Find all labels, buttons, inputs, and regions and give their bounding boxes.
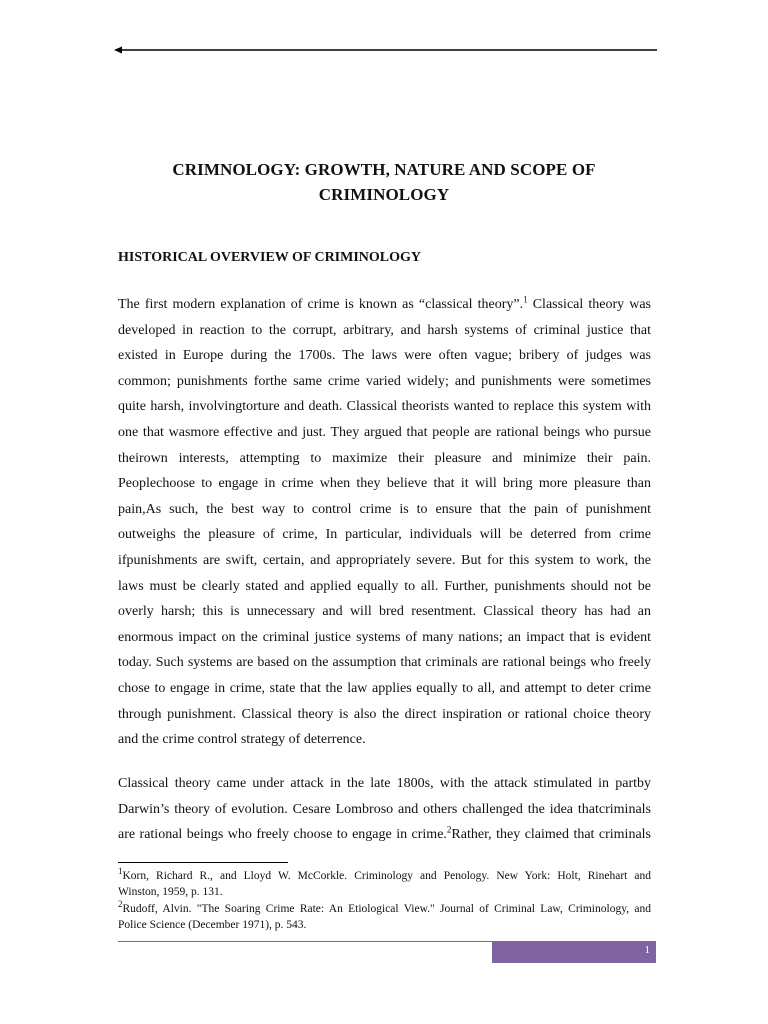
footnote-1 <box>118 868 651 900</box>
section-heading: HISTORICAL OVERVIEW OF CRIMINOLOGY <box>118 250 422 265</box>
text-line: existed in Europe during the 1700s. The laws were often vague; bribery of judges was <box>118 348 651 364</box>
text-run: are rational beings who freely choose to engage in crime. <box>118 827 447 843</box>
text-line: pain,As such, the best way to control crime is to ensure that the pain of punishment <box>118 501 651 517</box>
text-line: laws must be clearly stated and applied equally to all. Further, punishments should not be <box>118 578 651 594</box>
text-run: Rather, they claimed that criminals <box>451 827 652 843</box>
text-line <box>118 292 651 318</box>
footnote-number: 2 <box>118 899 123 910</box>
left-arrow-icon <box>114 45 657 55</box>
text-line: common; punishments forthe same crime varied widely; and punishments were sometimes <box>118 373 651 389</box>
text-line: chose to engage in crime, state that the law applies equally to all, and attempt to deter crime <box>118 680 651 696</box>
text-line: outweighs the pleasure of crime, In particular, individuals will be deterred from crime <box>118 527 651 543</box>
text-line: overly harsh; this is unnecessary and will bred resentment. Classical theory has had an <box>118 604 651 620</box>
text-line: ifpunishments are swift, certain, and appropriately severe. But for this system to work, the <box>118 552 651 568</box>
footnote-line <box>118 868 651 884</box>
text-line: Darwin’s theory of evolution. Cesare Lombroso and others challenged the idea thatcriminals <box>118 801 651 817</box>
footnote-separator <box>118 862 288 863</box>
title-line-2: CRIMINOLOGY <box>318 185 450 204</box>
text-line <box>118 822 651 848</box>
text-run: The first modern explanation of crime is known as “classical theory”. <box>118 297 524 312</box>
footnote-line: Police Science (December 1971), p. 543. <box>118 919 307 931</box>
text-run: Classical theory was <box>527 297 651 312</box>
text-line: Peoplechoose to engage in crime when they believe that it will bring more pleasure than <box>118 476 651 492</box>
text-line: Classical theory came under attack in the late 1800s, with the attack stimulated in partby <box>118 776 651 791</box>
footnote-number: 1 <box>118 866 123 877</box>
footnote-line <box>118 901 651 917</box>
text-line: through punishment. Classical theory is also the direct inspiration or rational choice theory <box>118 706 651 722</box>
title-line-1: CRIMNOLOGY: GROWTH, NATURE AND SCOPE OF <box>172 160 596 179</box>
header-rule <box>114 45 657 55</box>
text-line: and the crime control strategy of deterrence. <box>118 732 366 748</box>
text-line: today. Such systems are based on the assumption that criminals are rational beings who freely <box>118 655 651 671</box>
footnote-2 <box>118 901 651 933</box>
footnote-ref[interactable]: 2 <box>446 824 452 835</box>
page-number: 1 <box>644 944 650 956</box>
footnote-line: Winston, 1959, p. 131. <box>118 886 223 898</box>
text-line: developed in reaction to the corrupt, arbitrary, and harsh systems of criminal justice that <box>118 322 651 338</box>
text-run: Rudoff, Alvin. "The Soaring Crime Rate: An Etiological View." Journal of Criminal Law, Criminology, and <box>122 903 651 915</box>
page-number-badge <box>492 941 656 963</box>
paragraph-2 <box>118 771 651 848</box>
text-line: quite harsh, involvingtorture and death. Classical theorists wanted to replace this system with <box>118 399 651 415</box>
footnotes <box>118 868 651 934</box>
text-line: enormous impact on the criminal justice systems of many nations; an impact that is evident <box>118 629 651 645</box>
text-line: one that wasmore effective and just. They argued that people are rational beings who pursue <box>118 424 651 440</box>
text-run: Korn, Richard R., and Lloyd W. McCorkle. Criminology and Penology. New York: Holt, Rinehart and <box>122 870 651 882</box>
page-title <box>118 157 650 207</box>
paragraph-1 <box>118 292 651 753</box>
text-line: theirown interests, attempting to maximize their pleasure and minimize their pain. <box>118 450 651 466</box>
footnote-ref[interactable]: 1 <box>523 294 528 305</box>
